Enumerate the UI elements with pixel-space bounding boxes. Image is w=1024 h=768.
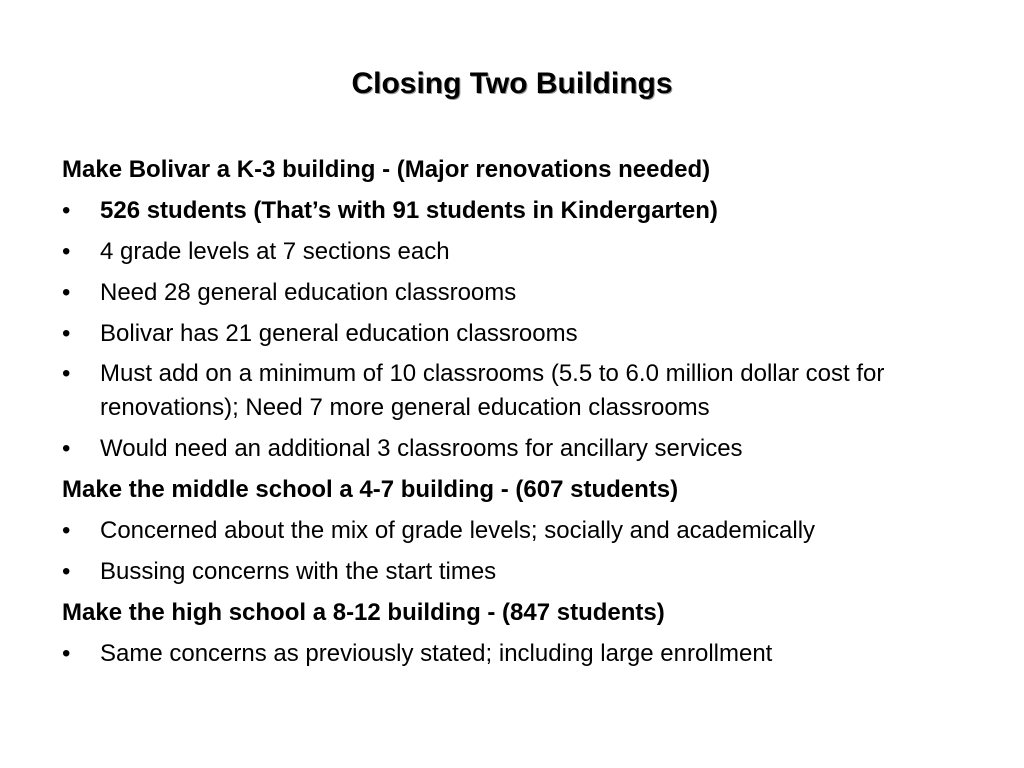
bullet-icon: • bbox=[62, 197, 71, 224]
list-item-text: Need 28 general education classrooms bbox=[100, 279, 517, 306]
list-item-text: Must add on a minimum of 10 classrooms (5.5 to 6.0 million dollar cost for renovations); Need 7 more general education classrooms bbox=[100, 360, 885, 421]
list-item bbox=[62, 554, 982, 589]
bullet-icon: • bbox=[62, 640, 71, 667]
slide-title: Closing Two Buildings bbox=[351, 67, 673, 100]
list-item bbox=[62, 357, 982, 425]
bullet-icon: • bbox=[62, 279, 71, 306]
list-item-text: 526 students (That’s with 91 students in Kindergarten) bbox=[100, 197, 718, 224]
list-item-text: Bussing concerns with the start times bbox=[100, 558, 497, 585]
section-heading-bolivar: Make Bolivar a K-3 building - (Major renovations needed) bbox=[62, 156, 711, 183]
bullet-icon: • bbox=[62, 238, 71, 265]
list-item bbox=[62, 513, 982, 548]
list-item bbox=[62, 431, 982, 466]
list-item bbox=[62, 193, 982, 228]
bullet-icon: • bbox=[62, 435, 71, 462]
list-item-text: Bolivar has 21 general education classrooms bbox=[100, 320, 578, 347]
list-item-text: 4 grade levels at 7 sections each bbox=[100, 238, 450, 265]
slide-body bbox=[62, 152, 982, 677]
list-item bbox=[62, 636, 982, 671]
list-item bbox=[62, 316, 982, 351]
list-item-text: Would need an additional 3 classrooms for ancillary services bbox=[100, 435, 743, 462]
list-item-text: Same concerns as previously stated; including large enrollment bbox=[100, 640, 773, 667]
section-heading-high-school: Make the high school a 8-12 building - (847 students) bbox=[62, 599, 665, 626]
list-item-text: Concerned about the mix of grade levels; socially and academically bbox=[100, 517, 816, 544]
bullet-icon: • bbox=[62, 517, 71, 544]
list-item bbox=[62, 275, 982, 310]
section-heading-middle-school: Make the middle school a 4-7 building - (607 students) bbox=[62, 476, 679, 503]
list-item bbox=[62, 234, 982, 269]
bullet-icon: • bbox=[62, 320, 71, 347]
bullet-icon: • bbox=[62, 360, 71, 387]
bullet-icon: • bbox=[62, 558, 71, 585]
